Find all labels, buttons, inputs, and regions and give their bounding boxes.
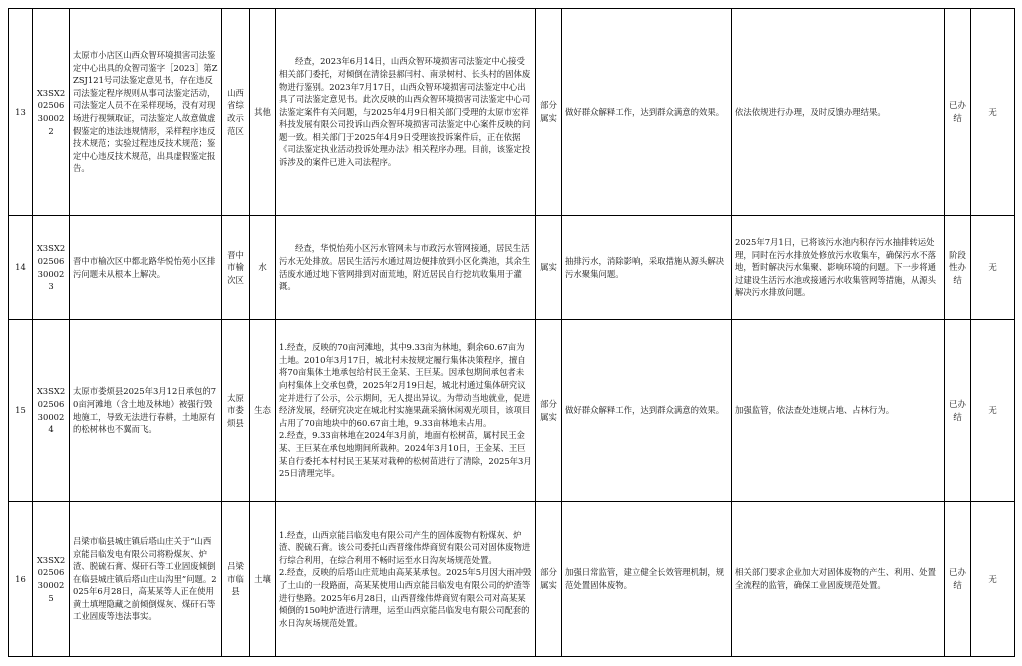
table-row — [9, 502, 1015, 657]
nature-cell: 部分属实 — [536, 502, 562, 657]
table-row — [9, 216, 1015, 320]
region-cell: 吕梁市临县 — [222, 502, 250, 657]
measures-cell: 加强监管，依法查处违规占地、占林行为。 — [732, 320, 945, 502]
pollution-type-cell: 其他 — [250, 9, 276, 216]
region-cell: 太原市娄烦县 — [222, 320, 250, 502]
issue-cell: 吕梁市临县城庄镇后塔山庄关于“山西京能吕临发电有限公司将粉煤灰、炉渣、脱硫石膏、煤矸石等工业固废倾倒在临县城庄镇后塔山庄山沟里”问题。2025年6月28日，高某某等人正在使用黄土填埋隐藏之前倾倒煤灰、煤矸石等工业固废等违法事实。 — [70, 502, 222, 657]
issue-cell: 太原市小店区山西众智环境损害司法鉴定中心出具的众智司鉴字［2023］第ZZSJ121号司法鉴定意见书，存在违反司法鉴定程序规则从事司法鉴定活动，司法鉴定人员不在采样现场，没有对现场进行视频取证，司法鉴定人故意做虚假鉴定的违法违规情形，采样程序违反技术规范；实验过程违反技术规范；鉴定中心违反技术规范，出具虚假鉴定报告。 — [70, 9, 222, 216]
target-cell: 做好群众解释工作，达到群众满意的效果。 — [562, 9, 732, 216]
findings-text: 经查，华悦怡苑小区污水管网未与市政污水管网接通，居民生活污水无处排放。居民生活污水通过周边便排放到小区化粪池，其余生活废水通过地下管网排到对面荒地，附近居民自行挖坑收集用于灌溉。 — [279, 243, 531, 292]
accountability-cell: 无 — [971, 502, 1015, 657]
row-number: 16 — [9, 502, 33, 657]
findings-item: 1.经查，反映的70亩河滩地，其中9.33亩为林地，剩余60.67亩为土地。2010年3月17日，城北村未按规定履行集体决策程序，擅自将70亩集体土地承包给村民王金某、王巨某。因承包期间承包者未向村集体上交承包费，2025年2月19日起，城北村通过集体研究议定并进行了公示，公示期间，无人提出异议。为带动当地就业，促进经济发展，经研究决定在城北村实施果蔬采摘休闲观光项目，该项目占用了70亩地块中的60.67亩土地，9.33亩林地未占用。 — [279, 342, 531, 428]
status-cell: 阶段性办结 — [945, 216, 971, 320]
findings-item: 1.经查，山西京能吕临发电有限公司产生的固体废物有粉煤灰、炉渣、脱硫石膏。该公司委托山西晋缘伟烨商贸有限公司对固体废物进行综合利用，在综合利用不畅时运至水日沟灰场规范处置。 — [279, 529, 531, 565]
row-number: 14 — [9, 216, 33, 320]
findings-cell — [276, 9, 536, 216]
pollution-type-cell: 水 — [250, 216, 276, 320]
findings-text: 经查，2023年6月14日，山西众智环境损害司法鉴定中心接受相关部门委托，对倾倒在清徐县郝闫村、南录树村、长头村的固体废物进行鉴别。2023年7月17日，山西众智环境损害司法鉴定中心出具了司法鉴定意见书。此次反映的山西众智环境损害司法鉴定中心司法鉴定案件有关问题，与2025年4月9日相关部门受理的太原市宏祥科技发展有限公司投诉山西众智环境损害司法鉴定中心案件反映的问题一致。相关部门于2025年4月9日受理该投诉案件后，正在依据《司法鉴定执业活动投诉处理办法》相关程序办理。目前，该鉴定投诉涉及的案件已进入司法程序。 — [279, 56, 531, 168]
issue-cell: 太原市娄烦县2025年3月12日承包的70亩河滩地（含土地及林地）被强行毁地施工，导致无法进行春耕，土地原有的松树林也不翼而飞。 — [70, 320, 222, 502]
case-code: X3SX202506300024 — [33, 320, 70, 502]
target-cell: 做好群众解释工作，达到群众满意的效果。 — [562, 320, 732, 502]
measures-cell: 相关部门要求企业加大对固体废物的产生、利用、处置全流程的监管，确保工业固废规范处置。 — [732, 502, 945, 657]
target-cell: 抽排污水，消除影响，采取措施从源头解决污水聚集问题。 — [562, 216, 732, 320]
nature-cell: 属实 — [536, 216, 562, 320]
measures-cell: 依法依规进行办理，及时反馈办理结果。 — [732, 9, 945, 216]
status-cell: 已办结 — [945, 9, 971, 216]
findings-item: 2.经查，9.33亩林地在2024年3月前，地面有松树苗，属村民王金某、王巨某在承包地期间所栽种。2024年3月10日，王金某、王巨某自行委托本村村民王某某对栽种的松树苗进行了清除，2025年3月25日清理完毕。 — [279, 430, 532, 479]
findings-cell — [276, 216, 536, 320]
case-code: X3SX202506300025 — [33, 502, 70, 657]
pollution-type-cell: 生态 — [250, 320, 276, 502]
table-row — [9, 320, 1015, 502]
case-code: X3SX202506300022 — [33, 9, 70, 216]
issue-cell: 晋中市榆次区中都北路华悦怡苑小区排污问题未从根本上解决。 — [70, 216, 222, 320]
case-code: X3SX202506300023 — [33, 216, 70, 320]
nature-cell: 部分属实 — [536, 320, 562, 502]
findings-cell — [276, 320, 536, 502]
region-cell: 晋中市榆次区 — [222, 216, 250, 320]
target-cell: 加强日常监管，建立健全长效管理机制，规范处置固体废物。 — [562, 502, 732, 657]
nature-cell: 部分属实 — [536, 9, 562, 216]
measures-cell: 2025年7月1日，已将该污水池内积存污水抽排转运处理，同时在污水排放处修放污水收集车，确保污水不落地，暂时解决污水集聚、影响环境的问题。下一步将通过建设生活污水池或接通污水收集管网等措施，从源头解决污水排放问题。 — [732, 216, 945, 320]
findings-item: 2.经查，反映的后塔山庄荒地由高某某承包。2025年5月因大雨冲毁了土山的一段路面，高某某使用山西京能吕临发电有限公司的炉渣等进行垫路。2025年6月28日，山西晋缘伟烨商贸有限公司对高某某倾倒的150吨炉渣进行清理，运至山西京能吕临发电有限公司配套的水日沟灰场规范处置。 — [279, 567, 532, 628]
accountability-cell: 无 — [971, 216, 1015, 320]
status-cell: 已办结 — [945, 502, 971, 657]
pollution-type-cell: 土壤 — [250, 502, 276, 657]
complaint-table — [8, 8, 1015, 657]
accountability-cell: 无 — [971, 320, 1015, 502]
accountability-cell: 无 — [971, 9, 1015, 216]
findings-cell — [276, 502, 536, 657]
region-cell: 山西省综改示范区 — [222, 9, 250, 216]
row-number: 13 — [9, 9, 33, 216]
status-cell: 已办结 — [945, 320, 971, 502]
table-row — [9, 9, 1015, 216]
row-number: 15 — [9, 320, 33, 502]
